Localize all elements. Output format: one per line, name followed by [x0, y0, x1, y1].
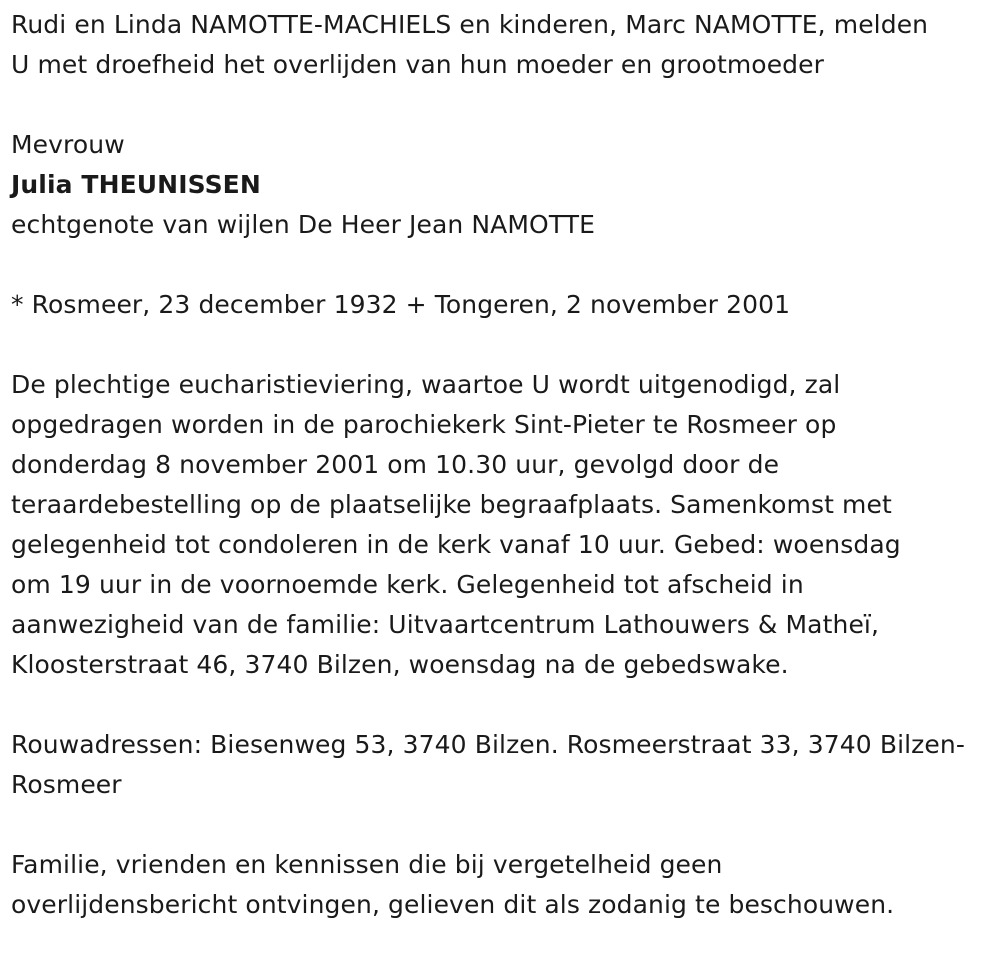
intro-paragraph	[11, 5, 996, 85]
ceremony-line: teraardebestelling op de plaatselijke begraafplaats. Samenkomst met	[11, 490, 892, 519]
ceremony-line: opgedragen worden in de parochiekerk Sint-Pieter te Rosmeer op	[11, 410, 837, 439]
closing-paragraph	[11, 845, 996, 925]
closing-line: overlijdensbericht ontvingen, gelieven dit als zodanig te beschouwen.	[11, 890, 895, 919]
deceased-name: Julia THEUNISSEN	[11, 170, 261, 199]
paragraph-spacer	[11, 805, 996, 845]
ceremony-line: Kloosterstraat 46, 3740 Bilzen, woensdag na de gebedswake.	[11, 650, 789, 679]
paragraph-spacer	[11, 85, 996, 125]
ceremony-line: aanwezigheid van de familie: Uitvaartcentrum Lathouwers & Matheï,	[11, 610, 880, 639]
ceremony-paragraph	[11, 365, 996, 685]
address-line: Rosmeer	[11, 770, 122, 799]
paragraph-spacer	[11, 685, 996, 725]
spouse-line: echtgenote van wijlen De Heer Jean NAMOTTE	[11, 210, 596, 239]
intro-line: Rudi en Linda NAMOTTE-MACHIELS en kinderen, Marc NAMOTTE, melden	[11, 10, 929, 39]
intro-line: U met droefheid het overlijden van hun moeder en grootmoeder	[11, 50, 825, 79]
paragraph-spacer	[11, 245, 996, 285]
ceremony-line: om 19 uur in de voornoemde kerk. Gelegenheid tot afscheid in	[11, 570, 804, 599]
ceremony-line: gelegenheid tot condoleren in de kerk vanaf 10 uur. Gebed: woensdag	[11, 530, 901, 559]
closing-line: Familie, vrienden en kennissen die bij vergetelheid geen	[11, 850, 723, 879]
honorific-title: Mevrouw	[11, 130, 125, 159]
address-paragraph	[11, 725, 996, 805]
ceremony-line: donderdag 8 november 2001 om 10.30 uur, gevolgd door de	[11, 450, 780, 479]
address-line: Rouwadressen: Biesenweg 53, 3740 Bilzen. Rosmeerstraat 33, 3740 Bilzen-	[11, 730, 965, 759]
ceremony-line: De plechtige eucharistieviering, waartoe U wordt uitgenodigd, zal	[11, 370, 841, 399]
paragraph-spacer	[11, 325, 996, 365]
obituary-notice	[11, 5, 996, 925]
birth-death-dates: * Rosmeer, 23 december 1932 + Tongeren, 2 november 2001	[11, 290, 791, 319]
